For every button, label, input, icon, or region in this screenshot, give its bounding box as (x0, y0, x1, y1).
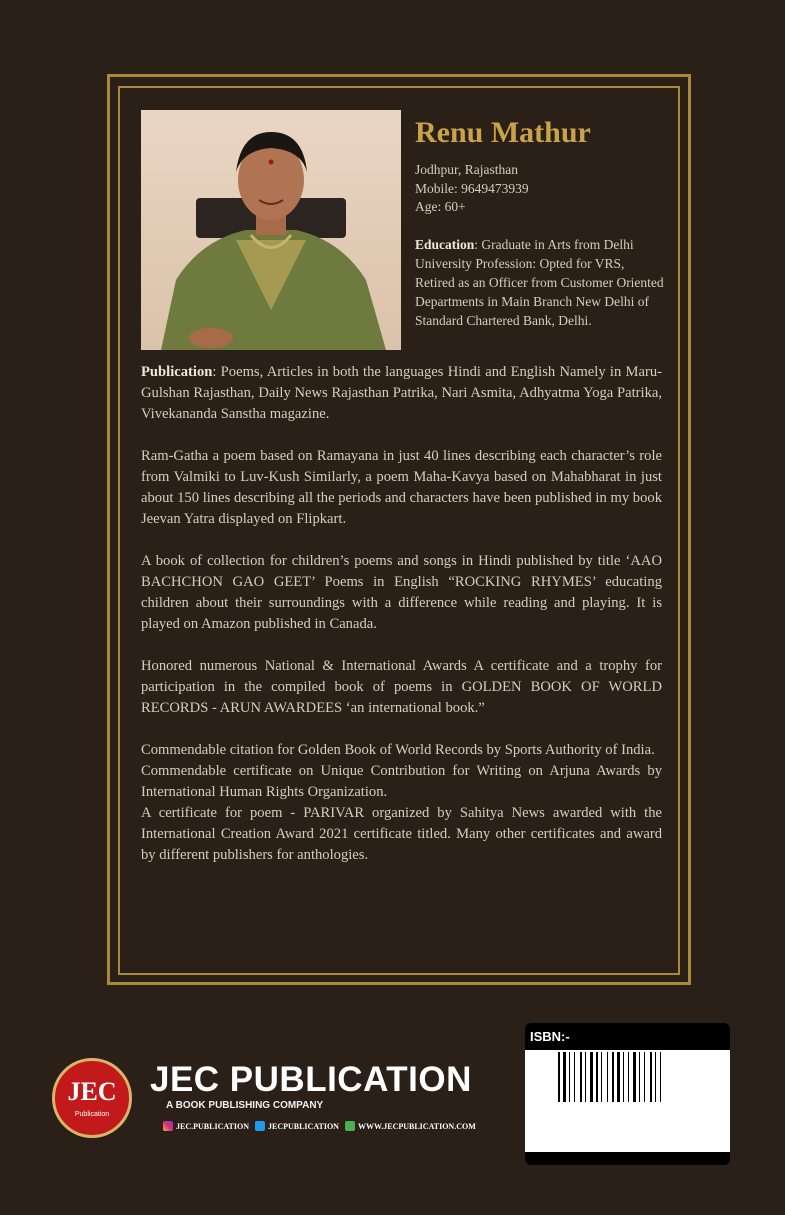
isbn-label: ISBN:- (530, 1029, 570, 1044)
barcode-bar (628, 1052, 629, 1102)
twitter-link[interactable] (255, 1121, 339, 1131)
barcode-bar (580, 1052, 582, 1102)
instagram-icon (163, 1121, 173, 1131)
barcode-bar (655, 1052, 656, 1102)
author-photo (141, 110, 401, 350)
author-contact (415, 161, 665, 217)
citation-line: Commendable citation for Golden Book of World Records by Sports Authority of India. (141, 742, 655, 758)
author-age: Age: 60+ (415, 199, 466, 214)
globe-icon (345, 1121, 355, 1131)
publisher-socials (163, 1121, 476, 1131)
barcode-bar (617, 1052, 620, 1102)
barcode-bar (558, 1052, 560, 1102)
publication-paragraph (141, 362, 662, 425)
barcode-bar (569, 1052, 570, 1102)
children-book-paragraph: A book of collection for children’s poems and songs in Hindi published by title ‘AAO BACHCHON GAO GEET’ Poems in English “ROCKING RHYMES’ educating children about their surroundings with a difference while reading and playing. It is played on Amazon published in Canada. (141, 553, 662, 632)
author-education (415, 235, 665, 330)
publisher-tagline: A BOOK PUBLISHING COMPANY (166, 1100, 324, 1111)
author-name: Renu Mathur (415, 116, 591, 149)
education-label: Education (415, 237, 475, 252)
barcode-bar (607, 1052, 608, 1102)
ramgatha-paragraph: Ram-Gatha a poem based on Ramayana in just 40 lines describing each character’s role from Valmiki to Luv-Kush Similarly, a poem Maha-Kavya based on Mahabharat in just about 150 lines describing all the periods and characters have been published in my book Jeevan Yatra displayed on Flipkart. (141, 448, 662, 527)
twitter-handle: JECPUBLICATION (267, 1121, 339, 1131)
author-location: Jodhpur, Rajasthan (415, 162, 518, 177)
certificate-line: Commendable certificate on Unique Contribution for Writing on Arjuna Awards by International Human Rights Organization. (141, 763, 662, 800)
barcode-bar (650, 1052, 652, 1102)
bio-text (141, 362, 662, 866)
barcode-bar (596, 1052, 598, 1102)
barcode-bar (590, 1052, 593, 1102)
barcode-bar (601, 1052, 602, 1102)
logo-mark: JEC (67, 1076, 117, 1106)
awards-paragraph: Honored numerous National & International Awards A certificate and a trophy for participation in the compiled book of poems in GOLDEN BOOK OF WORLD RECORDS - ARUN AWARDEES ‘an international book.” (141, 658, 662, 716)
barcode-bar (644, 1052, 645, 1102)
publisher-name: JEC PUBLICATION (150, 1060, 472, 1099)
publication-label: Publication (141, 364, 213, 380)
instagram-handle: JEC.PUBLICATION (176, 1121, 249, 1131)
logo-subtitle: Publication (74, 1110, 110, 1118)
barcode-bar (574, 1052, 575, 1102)
publisher-logo (52, 1058, 132, 1138)
barcode-bar (585, 1052, 586, 1102)
education-text: : Graduate in Arts from Delhi University Profession: Opted for VRS, Retired as an Officer from Customer Oriented Departments in Main Branch New Delhi of Standard Chartered Bank, Delhi. (415, 237, 664, 328)
barcode-bar (660, 1052, 661, 1102)
barcode-bar (623, 1052, 624, 1102)
barcode-bar (633, 1052, 636, 1102)
author-mobile: Mobile: 9649473939 (415, 180, 529, 196)
website-link[interactable] (345, 1121, 476, 1131)
website-url: WWW.JECPUBLICATION.COM (357, 1121, 476, 1131)
instagram-link[interactable] (163, 1121, 249, 1131)
barcode-bar (639, 1052, 640, 1102)
publication-text: : Poems, Articles in both the languages Hindi and English Namely in Maru-Gulshan Rajasthan, Daily News Rajasthan Patrika, Nari Asmita, Adhyatma Yoga Patrika, Vivekananda Sanstha magazine. (141, 364, 662, 422)
parivar-line: A certificate for poem - PARIVAR organized by Sahitya News awarded with the International Creation Award 2021 certificate titled. Many other certificates and award by different publishers for anthologies. (141, 805, 662, 863)
barcode-bar (612, 1052, 614, 1102)
twitter-icon (255, 1121, 265, 1131)
barcode-bar (563, 1052, 566, 1102)
mrp-price: MRP ₹349/ (581, 1134, 674, 1155)
